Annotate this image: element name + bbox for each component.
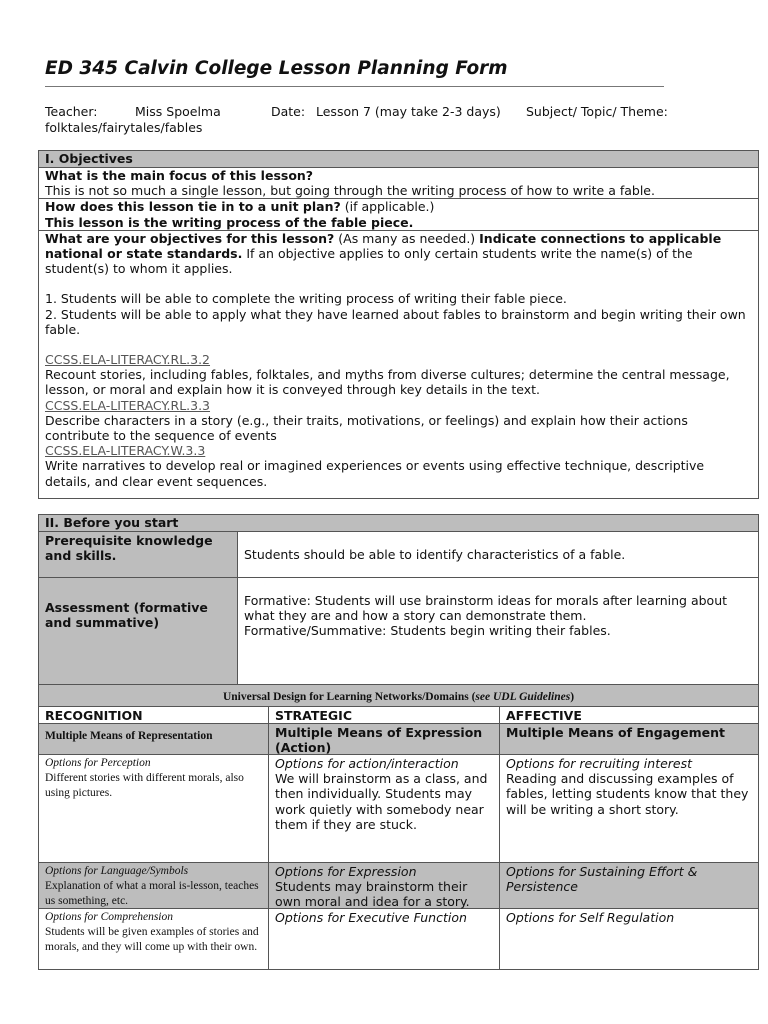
assessment-text-formative: Formative: Students will use brainstorm ideas for morals after learning about what they are and how a story can demonstrate them.: [244, 593, 728, 624]
subject-label: Subject/ Topic/ Theme:: [526, 104, 668, 119]
subject-value: folktales/fairytales/fables: [45, 120, 203, 135]
col-affective: AFFECTIVE: [506, 708, 582, 723]
unit-plan-block: [39, 199, 758, 230]
r1c3-heading: Options for recruiting interest: [506, 756, 693, 771]
standard-text-3: Write narratives to develop real or imagined experiences or events using effective technique, descriptive details, and clear event sequences.: [45, 458, 705, 489]
objectives-question: What are your objectives for this lesson?: [45, 230, 335, 246]
r2c1-heading: Options for Language/Symbols: [45, 865, 189, 877]
col-recognition-sub: Multiple Means of Representation: [45, 730, 213, 742]
objectives-heading: I. Objectives: [39, 151, 758, 168]
title-divider: [45, 86, 664, 87]
udl-column-heading-row: [39, 707, 758, 724]
r1c2-heading: Options for action/interaction: [275, 756, 459, 771]
before-you-start-section: [38, 514, 759, 970]
standard-link-3[interactable]: CCSS.ELA-LITERACY.W.3.3: [45, 443, 206, 459]
col-strategic: STRATEGIC: [269, 707, 500, 723]
objectives-instruction: If an objective applies to only certain students write the name(s) of the student(s) to whom it applies.: [45, 246, 693, 277]
r1c2-cell: [269, 755, 500, 862]
r2c2-heading: Options for Expression: [275, 864, 417, 879]
col-recognition: RECOGNITION: [39, 707, 269, 723]
r1c3-text: Reading and discussing examples of fables, letting students know that they will be writing a short story.: [506, 771, 749, 817]
main-focus-answer: This is not so much a single lesson, but going through the writing process of how to write a fable.: [45, 183, 655, 199]
assessment-cell: [238, 578, 758, 684]
objective-2: 2. Students will be able to apply what they have learned about fables to brainstorm and begin writing their own fable.: [45, 306, 746, 337]
r1c1-cell: [39, 755, 269, 862]
standard-text-1: Recount stories, including fables, folktales, and myths from diverse cultures; determine the central message, lesson, or moral and explain how it is conveyed through key details in the text.: [45, 367, 730, 398]
udl-subheading-row: [39, 724, 758, 755]
teacher-name: Miss Spoelma: [135, 104, 221, 119]
assessment-text-summative: Formative/Summative: Students begin writing their fables.: [244, 623, 611, 639]
r2c2-cell: [269, 863, 500, 908]
standards-instruction: Indicate connections to applicable national or state standards.: [45, 230, 722, 262]
objectives-section: [38, 150, 759, 499]
objectives-block: [39, 231, 758, 489]
r3c1-cell: [39, 909, 269, 970]
objective-1: 1. Students will be able to complete the writing process of writing their fable piece.: [45, 291, 567, 307]
r1c1-text: Different stories with different morals, also using pictures.: [45, 772, 244, 799]
prereq-label: Prerequisite knowledge and skills.: [39, 532, 238, 577]
main-focus-block: [39, 168, 758, 199]
r1c1-heading: Options for Perception: [45, 757, 151, 769]
r2c1-cell: [39, 863, 269, 908]
date-label: Date:: [271, 104, 306, 119]
r1c3-cell: [500, 755, 758, 862]
standard-text-2: Describe characters in a story (e.g., their traits, motivations, or feelings) and explain how their actions contribute to the sequence of events: [45, 412, 688, 444]
teacher-label: Teacher:: [45, 104, 98, 119]
unit-plan-answer: This lesson is the writing process of the fable piece.: [45, 214, 414, 230]
r3c1-heading: Options for Comprehension: [45, 911, 173, 923]
prereq-row: [39, 532, 758, 578]
udl-title-close: ): [570, 691, 575, 703]
udl-row-comprehension: [39, 909, 758, 970]
col-strategic-sub: Multiple Means of Expression (Action): [269, 724, 500, 754]
date-value: Lesson 7 (may take 2-3 days): [316, 104, 501, 119]
udl-row-perception: [39, 755, 758, 863]
udl-title-row: [39, 685, 758, 707]
r3c2-heading: Options for Executive Function: [269, 909, 500, 970]
col-recognition-sub-cell: [39, 724, 269, 754]
unit-plan-note: (if applicable.): [340, 199, 435, 215]
udl-title: Universal Design for Learning Networks/Domains (: [222, 691, 476, 703]
main-focus-question: What is the main focus of this lesson?: [45, 168, 314, 183]
udl-guidelines-link[interactable]: see UDL Guidelines: [475, 691, 571, 703]
r3c3-heading: Options for Self Regulation: [506, 910, 675, 925]
r2c3-heading: Options for Sustaining Effort & Persistence: [506, 864, 698, 895]
assessment-row: [39, 578, 758, 685]
assessment-label: Assessment (formative and summative): [39, 578, 238, 684]
unit-plan-question: How does this lesson tie in to a unit plan?: [45, 199, 341, 215]
before-heading: II. Before you start: [39, 515, 758, 532]
r2c1-text: Explanation of what a moral is-lesson, teaches us something, etc.: [45, 880, 259, 907]
udl-row-language: [39, 863, 758, 909]
objectives-note: (As many as needed.): [334, 230, 480, 246]
r2c2-text: Students may brainstorm their own moral and idea for a story.: [275, 879, 470, 910]
standard-link-1[interactable]: CCSS.ELA-LITERACY.RL.3.2: [45, 352, 211, 368]
standard-link-2[interactable]: CCSS.ELA-LITERACY.RL.3.3: [45, 397, 211, 413]
r1c2-text: We will brainstorm as a class, and then individually. Students may work quietly with somebody near them if they are stuck.: [275, 771, 488, 832]
prereq-text: Students should be able to identify characteristics of a fable.: [244, 547, 626, 562]
col-affective-sub: Multiple Means of Engagement: [506, 725, 725, 740]
r3c1-text: Students will be given examples of stories and morals, and they will come up with their own.: [45, 926, 259, 953]
page-title: ED 345 Calvin College Lesson Planning Form: [45, 58, 508, 79]
